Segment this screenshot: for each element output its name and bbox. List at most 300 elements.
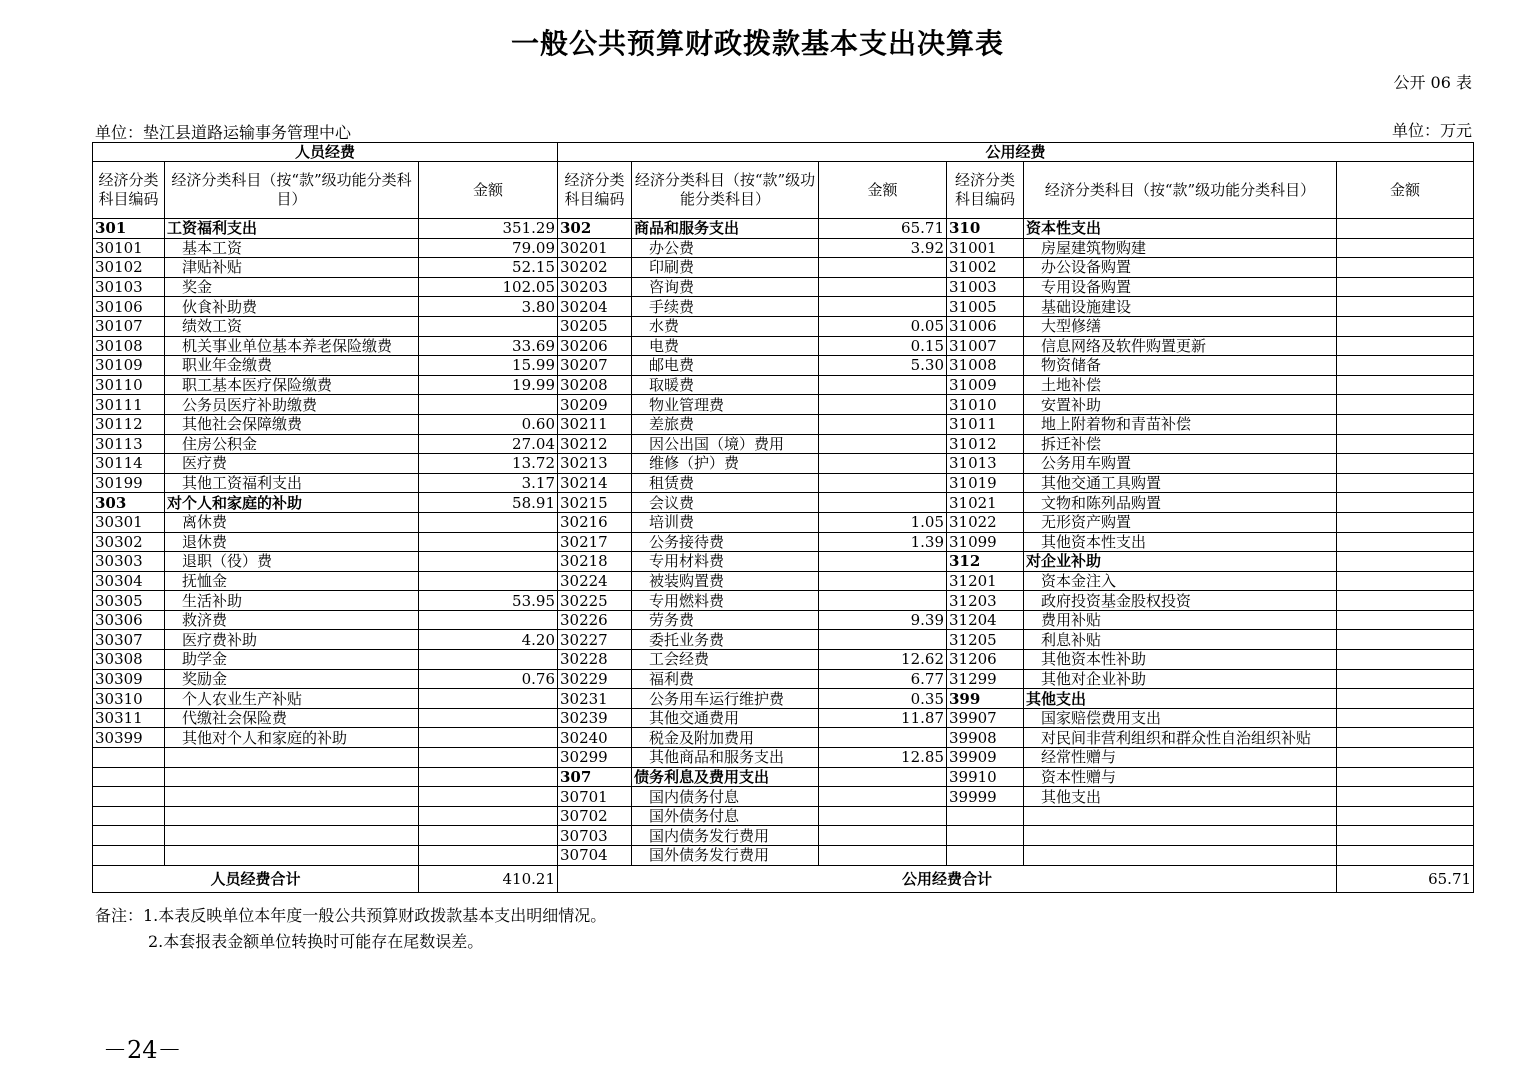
amount-cell bbox=[819, 434, 947, 454]
name-cell: 其他商品和服务支出 bbox=[632, 748, 819, 768]
code-cell: 39910 bbox=[947, 767, 1024, 787]
code-cell: 31205 bbox=[947, 630, 1024, 650]
amount-cell: 9.39 bbox=[819, 610, 947, 630]
amount-cell: 351.29 bbox=[419, 219, 558, 239]
table-row bbox=[93, 610, 1474, 630]
name-cell: 其他交通工具购置 bbox=[1024, 473, 1337, 493]
name-cell bbox=[1024, 826, 1337, 846]
code-cell: 301 bbox=[93, 219, 165, 239]
code-cell: 30239 bbox=[558, 708, 632, 728]
code-cell: 30111 bbox=[93, 395, 165, 415]
name-cell: 培训费 bbox=[632, 512, 819, 532]
code-cell: 307 bbox=[558, 767, 632, 787]
page-number: －24－ bbox=[103, 1036, 182, 1064]
name-cell: 抚恤金 bbox=[165, 571, 419, 591]
name-cell: 基本工资 bbox=[165, 238, 419, 258]
amount-cell: 12.62 bbox=[819, 650, 947, 670]
code-cell: 30202 bbox=[558, 258, 632, 278]
header-amount-3: 金额 bbox=[1337, 162, 1474, 219]
name-cell: 基础设施建设 bbox=[1024, 297, 1337, 317]
name-cell: 房屋建筑物购建 bbox=[1024, 238, 1337, 258]
name-cell: 办公费 bbox=[632, 238, 819, 258]
name-cell: 取暖费 bbox=[632, 375, 819, 395]
code-cell: 30214 bbox=[558, 473, 632, 493]
amount-cell bbox=[1337, 238, 1474, 258]
code-cell bbox=[93, 748, 165, 768]
amount-cell bbox=[419, 552, 558, 572]
name-cell: 手续费 bbox=[632, 297, 819, 317]
code-cell: 30107 bbox=[93, 316, 165, 336]
name-cell: 邮电费 bbox=[632, 356, 819, 376]
name-cell: 绩效工资 bbox=[165, 316, 419, 336]
amount-cell bbox=[1337, 787, 1474, 807]
code-cell: 30201 bbox=[558, 238, 632, 258]
amount-cell bbox=[1337, 806, 1474, 826]
amount-cell bbox=[419, 316, 558, 336]
table-row bbox=[93, 414, 1474, 434]
name-cell: 费用补贴 bbox=[1024, 610, 1337, 630]
section-header-row bbox=[93, 143, 1474, 162]
name-cell: 津贴补贴 bbox=[165, 258, 419, 278]
code-cell: 31009 bbox=[947, 375, 1024, 395]
name-cell bbox=[165, 748, 419, 768]
name-cell: 政府投资基金股权投资 bbox=[1024, 591, 1337, 611]
name-cell: 利息补贴 bbox=[1024, 630, 1337, 650]
name-cell: 代缴社会保险费 bbox=[165, 708, 419, 728]
code-cell: 30207 bbox=[558, 356, 632, 376]
code-cell: 30199 bbox=[93, 473, 165, 493]
code-cell: 31022 bbox=[947, 512, 1024, 532]
table-row bbox=[93, 395, 1474, 415]
name-cell: 其他资本性支出 bbox=[1024, 532, 1337, 552]
table-row bbox=[93, 748, 1474, 768]
name-cell: 离休费 bbox=[165, 512, 419, 532]
code-cell: 30213 bbox=[558, 454, 632, 474]
name-cell bbox=[165, 826, 419, 846]
code-cell: 30208 bbox=[558, 375, 632, 395]
amount-cell bbox=[1337, 258, 1474, 278]
code-cell: 30309 bbox=[93, 669, 165, 689]
header-code-2: 经济分类科目编码 bbox=[558, 162, 632, 219]
amount-cell: 6.77 bbox=[819, 669, 947, 689]
totals-row bbox=[93, 865, 1474, 892]
name-cell: 专用材料费 bbox=[632, 552, 819, 572]
amount-cell: 53.95 bbox=[419, 591, 558, 611]
table-row bbox=[93, 454, 1474, 474]
amount-cell: 15.99 bbox=[419, 356, 558, 376]
amount-cell bbox=[1337, 650, 1474, 670]
amount-cell bbox=[1337, 552, 1474, 572]
public-total-label: 公用经费合计 bbox=[558, 865, 1337, 892]
name-cell bbox=[1024, 846, 1337, 866]
code-cell: 30203 bbox=[558, 277, 632, 297]
amount-cell bbox=[419, 610, 558, 630]
note-line-1: 备注：1.本表反映单位本年度一般公共预算财政拨款基本支出明细情况。 bbox=[95, 906, 607, 925]
amount-cell bbox=[819, 414, 947, 434]
amount-cell bbox=[819, 277, 947, 297]
amount-cell: 58.91 bbox=[419, 493, 558, 513]
code-cell: 30101 bbox=[93, 238, 165, 258]
code-cell: 303 bbox=[93, 493, 165, 513]
amount-cell: 3.92 bbox=[819, 238, 947, 258]
amount-cell bbox=[819, 728, 947, 748]
code-cell: 30113 bbox=[93, 434, 165, 454]
code-cell: 39999 bbox=[947, 787, 1024, 807]
code-cell: 31201 bbox=[947, 571, 1024, 591]
name-cell: 安置补助 bbox=[1024, 395, 1337, 415]
table-row bbox=[93, 552, 1474, 572]
amount-cell bbox=[419, 846, 558, 866]
code-cell: 30218 bbox=[558, 552, 632, 572]
name-cell bbox=[165, 846, 419, 866]
name-cell: 对民间非营利组织和群众性自治组织补贴 bbox=[1024, 728, 1337, 748]
code-cell: 30209 bbox=[558, 395, 632, 415]
name-cell: 奖励金 bbox=[165, 669, 419, 689]
code-cell: 31013 bbox=[947, 454, 1024, 474]
name-cell: 其他工资福利支出 bbox=[165, 473, 419, 493]
table-row bbox=[93, 787, 1474, 807]
amount-cell bbox=[819, 454, 947, 474]
name-cell: 国内债务发行费用 bbox=[632, 826, 819, 846]
name-cell: 地上附着物和青苗补偿 bbox=[1024, 414, 1337, 434]
code-cell: 30106 bbox=[93, 297, 165, 317]
name-cell: 救济费 bbox=[165, 610, 419, 630]
amount-cell bbox=[1337, 630, 1474, 650]
amount-cell bbox=[819, 767, 947, 787]
public-total-value: 65.71 bbox=[1337, 865, 1474, 892]
code-cell: 30212 bbox=[558, 434, 632, 454]
amount-cell: 3.80 bbox=[419, 297, 558, 317]
code-cell: 302 bbox=[558, 219, 632, 239]
name-cell: 住房公积金 bbox=[165, 434, 419, 454]
amount-cell bbox=[419, 395, 558, 415]
name-cell: 土地补偿 bbox=[1024, 375, 1337, 395]
name-cell: 因公出国（境）费用 bbox=[632, 434, 819, 454]
header-name-3: 经济分类科目（按“款”级功能分类科目） bbox=[1024, 162, 1337, 219]
table-row bbox=[93, 434, 1474, 454]
amount-cell: 0.76 bbox=[419, 669, 558, 689]
code-cell: 30102 bbox=[93, 258, 165, 278]
name-cell: 退休费 bbox=[165, 532, 419, 552]
amount-cell bbox=[419, 708, 558, 728]
amount-cell: 11.87 bbox=[819, 708, 947, 728]
table-row bbox=[93, 258, 1474, 278]
name-cell: 对个人和家庭的补助 bbox=[165, 493, 419, 513]
column-header-row bbox=[93, 162, 1474, 219]
name-cell: 福利费 bbox=[632, 669, 819, 689]
name-cell: 专用燃料费 bbox=[632, 591, 819, 611]
code-cell: 31021 bbox=[947, 493, 1024, 513]
code-cell: 39909 bbox=[947, 748, 1024, 768]
name-cell: 对企业补助 bbox=[1024, 552, 1337, 572]
amount-cell bbox=[1337, 767, 1474, 787]
amount-cell bbox=[419, 571, 558, 591]
name-cell: 咨询费 bbox=[632, 277, 819, 297]
amount-cell: 1.39 bbox=[819, 532, 947, 552]
name-cell bbox=[1024, 806, 1337, 826]
name-cell: 医疗费 bbox=[165, 454, 419, 474]
name-cell: 拆迁补偿 bbox=[1024, 434, 1337, 454]
name-cell: 个人农业生产补贴 bbox=[165, 689, 419, 709]
name-cell: 印刷费 bbox=[632, 258, 819, 278]
code-cell: 30224 bbox=[558, 571, 632, 591]
code-cell: 30703 bbox=[558, 826, 632, 846]
amount-cell bbox=[1337, 336, 1474, 356]
amount-cell bbox=[419, 650, 558, 670]
amount-cell: 102.05 bbox=[419, 277, 558, 297]
amount-cell bbox=[419, 787, 558, 807]
name-cell: 委托业务费 bbox=[632, 630, 819, 650]
table-row bbox=[93, 512, 1474, 532]
amount-cell bbox=[819, 552, 947, 572]
code-cell: 31204 bbox=[947, 610, 1024, 630]
amount-cell bbox=[819, 630, 947, 650]
amount-cell bbox=[1337, 297, 1474, 317]
amount-cell: 27.04 bbox=[419, 434, 558, 454]
name-cell: 退职（役）费 bbox=[165, 552, 419, 572]
amount-cell: 12.85 bbox=[819, 748, 947, 768]
table-row bbox=[93, 316, 1474, 336]
code-cell: 30303 bbox=[93, 552, 165, 572]
amount-cell: 5.30 bbox=[819, 356, 947, 376]
header-amount-1: 金额 bbox=[419, 162, 558, 219]
header-name-2: 经济分类科目（按“款”级功能分类科目） bbox=[632, 162, 819, 219]
code-cell bbox=[93, 806, 165, 826]
personnel-total-label: 人员经费合计 bbox=[93, 865, 419, 892]
amount-cell: 33.69 bbox=[419, 336, 558, 356]
code-cell: 30103 bbox=[93, 277, 165, 297]
amount-cell: 0.15 bbox=[819, 336, 947, 356]
name-cell: 无形资产购置 bbox=[1024, 512, 1337, 532]
code-cell: 31007 bbox=[947, 336, 1024, 356]
table-row bbox=[93, 375, 1474, 395]
code-cell: 31299 bbox=[947, 669, 1024, 689]
amount-cell bbox=[819, 473, 947, 493]
amount-cell: 79.09 bbox=[419, 238, 558, 258]
table-row bbox=[93, 238, 1474, 258]
code-cell: 30299 bbox=[558, 748, 632, 768]
code-cell: 30304 bbox=[93, 571, 165, 591]
amount-cell bbox=[1337, 454, 1474, 474]
amount-cell bbox=[419, 728, 558, 748]
code-cell: 30310 bbox=[93, 689, 165, 709]
amount-cell bbox=[819, 395, 947, 415]
code-cell: 31003 bbox=[947, 277, 1024, 297]
amount-cell bbox=[1337, 689, 1474, 709]
amount-cell bbox=[1337, 277, 1474, 297]
code-cell bbox=[93, 826, 165, 846]
name-cell: 租赁费 bbox=[632, 473, 819, 493]
code-cell: 310 bbox=[947, 219, 1024, 239]
code-cell bbox=[93, 787, 165, 807]
amount-cell: 0.60 bbox=[419, 414, 558, 434]
name-cell: 其他交通费用 bbox=[632, 708, 819, 728]
code-cell: 30704 bbox=[558, 846, 632, 866]
amount-cell bbox=[819, 258, 947, 278]
name-cell: 国家赔偿费用支出 bbox=[1024, 708, 1337, 728]
header-code-1: 经济分类科目编码 bbox=[93, 162, 165, 219]
name-cell: 被装购置费 bbox=[632, 571, 819, 591]
name-cell: 劳务费 bbox=[632, 610, 819, 630]
code-cell: 31002 bbox=[947, 258, 1024, 278]
amount-cell bbox=[1337, 728, 1474, 748]
code-cell: 30302 bbox=[93, 532, 165, 552]
amount-cell bbox=[419, 748, 558, 768]
code-cell: 30206 bbox=[558, 336, 632, 356]
table-code: 公开 06 表 bbox=[1393, 73, 1472, 92]
amount-cell: 3.17 bbox=[419, 473, 558, 493]
code-cell: 31019 bbox=[947, 473, 1024, 493]
code-cell: 30226 bbox=[558, 610, 632, 630]
amount-cell bbox=[419, 689, 558, 709]
name-cell: 工会经费 bbox=[632, 650, 819, 670]
code-cell bbox=[93, 846, 165, 866]
table-row bbox=[93, 846, 1474, 866]
code-cell bbox=[93, 767, 165, 787]
name-cell: 国外债务付息 bbox=[632, 806, 819, 826]
amount-cell bbox=[419, 826, 558, 846]
amount-cell bbox=[819, 493, 947, 513]
code-cell: 31008 bbox=[947, 356, 1024, 376]
code-cell: 30225 bbox=[558, 591, 632, 611]
table-row bbox=[93, 297, 1474, 317]
name-cell: 公务用车购置 bbox=[1024, 454, 1337, 474]
header-name-1: 经济分类科目（按“款”级功能分类科目） bbox=[165, 162, 419, 219]
amount-cell bbox=[819, 375, 947, 395]
amount-cell bbox=[1337, 219, 1474, 239]
name-cell: 电费 bbox=[632, 336, 819, 356]
code-cell: 312 bbox=[947, 552, 1024, 572]
amount-cell bbox=[419, 512, 558, 532]
code-cell: 31010 bbox=[947, 395, 1024, 415]
name-cell: 资本金注入 bbox=[1024, 571, 1337, 591]
name-cell: 税金及附加费用 bbox=[632, 728, 819, 748]
table-row bbox=[93, 493, 1474, 513]
code-cell: 30205 bbox=[558, 316, 632, 336]
code-cell: 30215 bbox=[558, 493, 632, 513]
table-row bbox=[93, 336, 1474, 356]
name-cell: 国内债务付息 bbox=[632, 787, 819, 807]
name-cell: 助学金 bbox=[165, 650, 419, 670]
table-row bbox=[93, 219, 1474, 239]
code-cell: 30110 bbox=[93, 375, 165, 395]
name-cell: 专用设备购置 bbox=[1024, 277, 1337, 297]
amount-cell bbox=[1337, 473, 1474, 493]
code-cell: 31012 bbox=[947, 434, 1024, 454]
code-cell: 30305 bbox=[93, 591, 165, 611]
table-row bbox=[93, 277, 1474, 297]
amount-cell bbox=[1337, 375, 1474, 395]
code-cell: 30108 bbox=[93, 336, 165, 356]
amount-cell bbox=[419, 806, 558, 826]
amount-cell: 0.35 bbox=[819, 689, 947, 709]
code-cell: 39907 bbox=[947, 708, 1024, 728]
amount-cell: 13.72 bbox=[419, 454, 558, 474]
table-row bbox=[93, 669, 1474, 689]
unit-organization: 单位：垫江县道路运输事务管理中心 bbox=[95, 123, 352, 142]
amount-cell bbox=[1337, 748, 1474, 768]
code-cell: 30308 bbox=[93, 650, 165, 670]
note-line-2: 2.本套报表金额单位转换时可能存在尾数误差。 bbox=[148, 932, 484, 951]
name-cell: 资本性赠与 bbox=[1024, 767, 1337, 787]
name-cell: 职工基本医疗保险缴费 bbox=[165, 375, 419, 395]
amount-cell bbox=[1337, 708, 1474, 728]
name-cell: 其他对个人和家庭的补助 bbox=[165, 728, 419, 748]
name-cell bbox=[165, 767, 419, 787]
table-row bbox=[93, 708, 1474, 728]
code-cell: 31203 bbox=[947, 591, 1024, 611]
code-cell: 30306 bbox=[93, 610, 165, 630]
name-cell: 其他对企业补助 bbox=[1024, 669, 1337, 689]
code-cell bbox=[947, 846, 1024, 866]
name-cell: 会议费 bbox=[632, 493, 819, 513]
personnel-total-value: 410.21 bbox=[419, 865, 558, 892]
page-title: 一般公共预算财政拨款基本支出决算表 bbox=[510, 27, 1004, 60]
amount-cell bbox=[1337, 846, 1474, 866]
amount-cell bbox=[819, 826, 947, 846]
name-cell: 职业年金缴费 bbox=[165, 356, 419, 376]
amount-cell: 65.71 bbox=[819, 219, 947, 239]
name-cell: 文物和陈列品购置 bbox=[1024, 493, 1337, 513]
table-row bbox=[93, 728, 1474, 748]
amount-cell: 1.05 bbox=[819, 512, 947, 532]
header-code-3: 经济分类科目编码 bbox=[947, 162, 1024, 219]
name-cell: 差旅费 bbox=[632, 414, 819, 434]
table-row bbox=[93, 571, 1474, 591]
code-cell: 30229 bbox=[558, 669, 632, 689]
name-cell: 国外债务发行费用 bbox=[632, 846, 819, 866]
name-cell: 其他支出 bbox=[1024, 787, 1337, 807]
code-cell: 30114 bbox=[93, 454, 165, 474]
code-cell: 399 bbox=[947, 689, 1024, 709]
name-cell: 经常性赠与 bbox=[1024, 748, 1337, 768]
name-cell: 其他资本性补助 bbox=[1024, 650, 1337, 670]
name-cell: 奖金 bbox=[165, 277, 419, 297]
code-cell: 30228 bbox=[558, 650, 632, 670]
amount-cell bbox=[1337, 512, 1474, 532]
code-cell: 31206 bbox=[947, 650, 1024, 670]
code-cell: 30227 bbox=[558, 630, 632, 650]
amount-cell: 19.99 bbox=[419, 375, 558, 395]
code-cell: 30399 bbox=[93, 728, 165, 748]
name-cell: 债务利息及费用支出 bbox=[632, 767, 819, 787]
expenditure-table bbox=[92, 142, 1474, 893]
name-cell: 公务接待费 bbox=[632, 532, 819, 552]
table-row bbox=[93, 650, 1474, 670]
code-cell: 30311 bbox=[93, 708, 165, 728]
code-cell: 31001 bbox=[947, 238, 1024, 258]
name-cell bbox=[165, 806, 419, 826]
table-row bbox=[93, 806, 1474, 826]
name-cell bbox=[165, 787, 419, 807]
unit-money: 单位：万元 bbox=[1391, 121, 1472, 140]
amount-cell bbox=[819, 787, 947, 807]
amount-cell bbox=[1337, 414, 1474, 434]
amount-cell: 4.20 bbox=[419, 630, 558, 650]
code-cell: 30301 bbox=[93, 512, 165, 532]
code-cell bbox=[947, 826, 1024, 846]
amount-cell bbox=[819, 846, 947, 866]
code-cell: 30216 bbox=[558, 512, 632, 532]
code-cell: 30112 bbox=[93, 414, 165, 434]
code-cell: 30109 bbox=[93, 356, 165, 376]
section-public: 公用经费 bbox=[558, 143, 1474, 162]
code-cell: 30240 bbox=[558, 728, 632, 748]
amount-cell bbox=[819, 806, 947, 826]
table-row bbox=[93, 532, 1474, 552]
amount-cell bbox=[1337, 532, 1474, 552]
code-cell: 31006 bbox=[947, 316, 1024, 336]
